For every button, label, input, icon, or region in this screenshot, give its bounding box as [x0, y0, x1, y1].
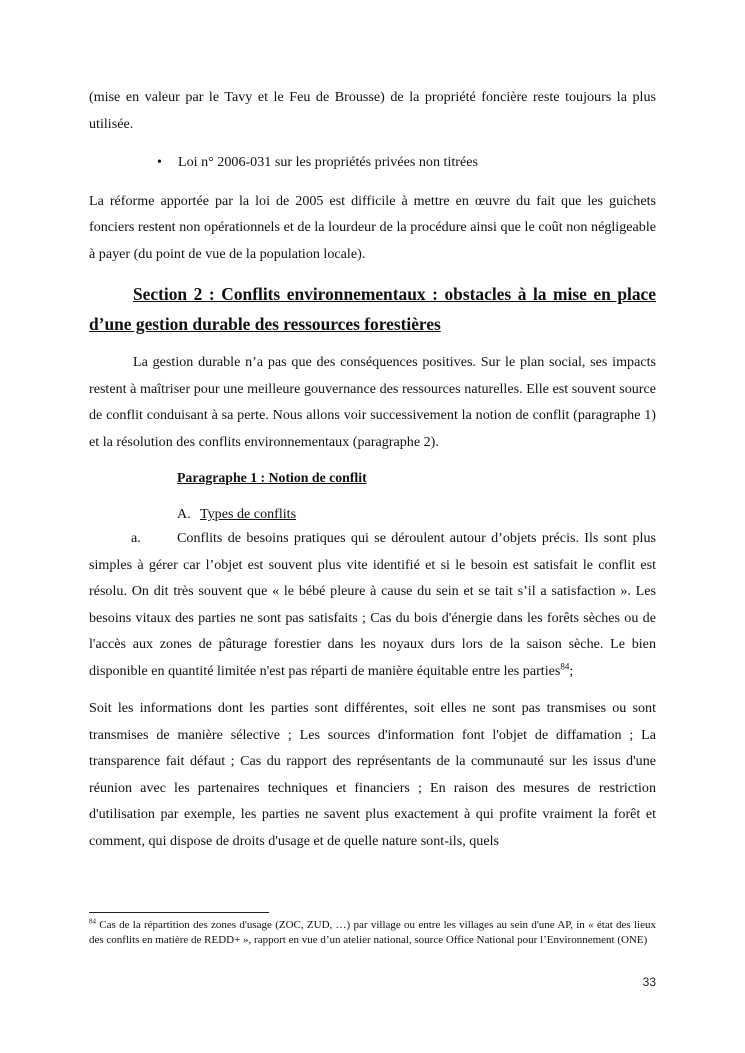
paragraph-practical-needs-conflicts [89, 525, 656, 684]
subheading-types-of-conflicts [89, 503, 656, 525]
paragraph-reform-2005: La réforme apportée par la loi de 2005 est difficile à mettre en œuvre du fait que les guichets fonciers restent non opérationnels et de la lourdeur de la procédure ainsi que le coût non négligeable à payer (du point de vue de la population locale). [89, 192, 656, 262]
bullet-item-law-2006 [89, 149, 656, 176]
footnote-84 [89, 918, 656, 947]
paragraph-1-title: Paragraphe 1 : Notion de conflit [177, 470, 367, 485]
subheading-number: A. [177, 506, 191, 522]
section-2-title: Section 2 : Conflits environnementaux : obstacles à la mise en place d’une gestion durable des ressources forestières [89, 284, 656, 334]
subheading-text: Types de conflits [200, 506, 297, 522]
paragraph-practical-needs-text: Conflits de besoins pratiques qui se déroulent autour d’objets précis. Ils sont plus simples à gérer car l’objet est souvent plus vite identifié et si le besoin est satisfait le conflit est résolu. On dit très souvent que « le bébé pleure à cause du sein et se tait s’il a satisfaction ». Les besoins vitaux des parties ne sont pas satisfaits ; Cas du bois d'énergie dans les forêts sèches ou de l'accès aux zones de pâturage forestier dans les noyaux durs lors de la saison sèche. Le bien disponible en quantité limitée n'est pas réparti de manière équitable entre les parties [89, 530, 656, 679]
bullet-icon: • [157, 154, 162, 170]
paragraph-end-punctuation: ; [569, 662, 574, 679]
page-body [89, 84, 656, 854]
paragraph-land-use: (mise en valeur par le Tavy et le Feu de Brousse) de la propriété foncière reste toujours la plus utilisée. [89, 89, 656, 132]
footnote-text: Cas de la répartition des zones d'usage (ZOC, ZUD, …) par village ou entre les villages au sein d'une AP, in « état des lieux des conflits en matière de REDD+ », rapport en vue d’un atelier national, source Office National pour l’Environnement (ONE) [89, 919, 656, 946]
paragraph-sustainable-management: La gestion durable n’a pas que des conséquences positives. Sur le plan social, ses impacts restent à maîtriser pour une meilleure gouvernance des ressources naturelles. Elle est souvent source de conflit conduisant à sa perte. Nous allons voir successivement la notion de conflit (paragraphe 1) et la résolution des conflits environnementaux (paragraphe 2). [89, 354, 656, 450]
list-marker-a: a. [131, 530, 141, 546]
paragraph-information-conflicts: Soit les informations dont les parties sont différentes, soit elles ne sont pas transmises ou sont transmises de manière sélective ; Les sources d'information font l'objet de diffamation ; La transparence fait défaut ; Cas du rapport des représentants de la communauté sur les issus d'une réunion avec les partenaires techniques et financiers ; En raison des mesures de restriction d'utilisation par exemple, les parties ne savent plus exactement à qui profite vraiment la forêt et comment, qui dispose de droits d'usage et de quelle nature sont-ils, quels [89, 700, 656, 849]
page-number: 33 [642, 975, 656, 989]
footnote-number: 84 [89, 917, 96, 926]
footnote-divider [89, 912, 269, 913]
footnote-reference-84[interactable]: 84 [560, 660, 570, 671]
bullet-text: Loi n° 2006-031 sur les propriétés privées non titrées [178, 154, 478, 170]
